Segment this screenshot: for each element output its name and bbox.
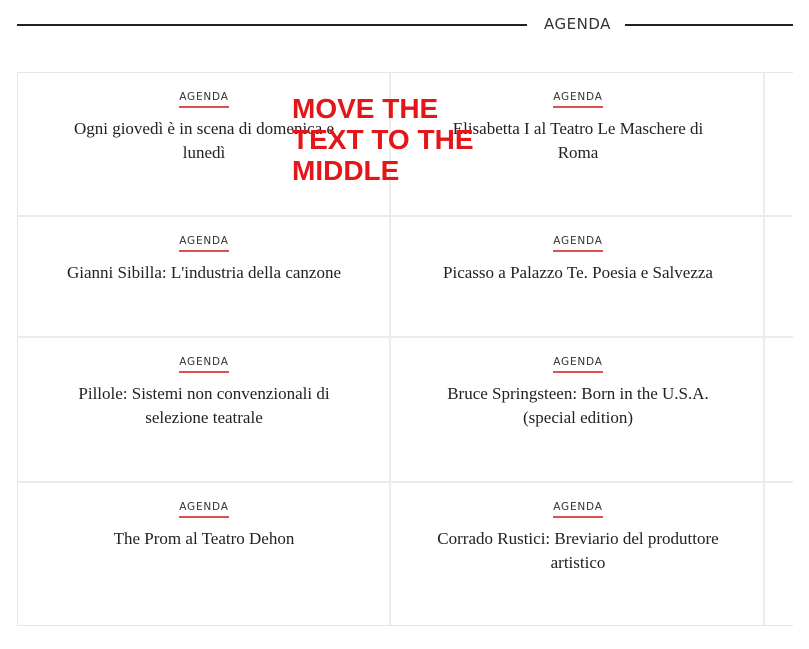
agenda-card[interactable] xyxy=(391,73,765,215)
agenda-card[interactable] xyxy=(18,483,390,626)
card-headline[interactable]: Bruce Springsteen: Born in the U.S.A. (special edition) xyxy=(447,384,709,427)
annotation-overlay: MOVE THE TEXT TO THE MIDDLE xyxy=(292,93,474,186)
agenda-card[interactable] xyxy=(391,483,765,626)
agenda-card[interactable] xyxy=(18,73,390,215)
card-headline[interactable]: Corrado Rustici: Breviario del produttore artistico xyxy=(437,529,719,572)
agenda-card[interactable] xyxy=(391,338,765,481)
header-rule-right xyxy=(625,24,793,26)
card-headline[interactable]: Elisabetta I al Teatro Le Maschere di Roma xyxy=(452,119,704,162)
category-tag[interactable]: AGENDA xyxy=(179,501,229,518)
agenda-grid xyxy=(17,72,793,626)
section-header xyxy=(17,12,793,38)
agenda-card[interactable] xyxy=(18,338,390,481)
header-rule-left xyxy=(17,24,527,26)
agenda-card[interactable] xyxy=(18,217,390,336)
category-tag[interactable]: AGENDA xyxy=(179,235,229,252)
card-headline[interactable]: Gianni Sibilla: L'industria della canzone xyxy=(66,263,342,282)
card-headline[interactable]: Picasso a Palazzo Te. Poesia e Salvezza xyxy=(443,263,713,282)
card-headline[interactable]: The Prom al Teatro Dehon xyxy=(113,529,295,548)
category-tag[interactable]: AGENDA xyxy=(553,356,603,373)
category-tag[interactable]: AGENDA xyxy=(179,356,229,373)
card-headline[interactable]: Ogni giovedì è in scena di domenica e lunedì xyxy=(73,119,335,162)
card-headline[interactable]: Pillole: Sistemi non convenzionali di selezione teatrale xyxy=(78,384,330,427)
category-tag[interactable]: AGENDA xyxy=(179,91,229,108)
category-tag[interactable]: AGENDA xyxy=(553,91,603,108)
agenda-card[interactable] xyxy=(391,217,765,336)
section-title: AGENDA xyxy=(544,15,611,33)
category-tag[interactable]: AGENDA xyxy=(553,501,603,518)
category-tag[interactable]: AGENDA xyxy=(553,235,603,252)
